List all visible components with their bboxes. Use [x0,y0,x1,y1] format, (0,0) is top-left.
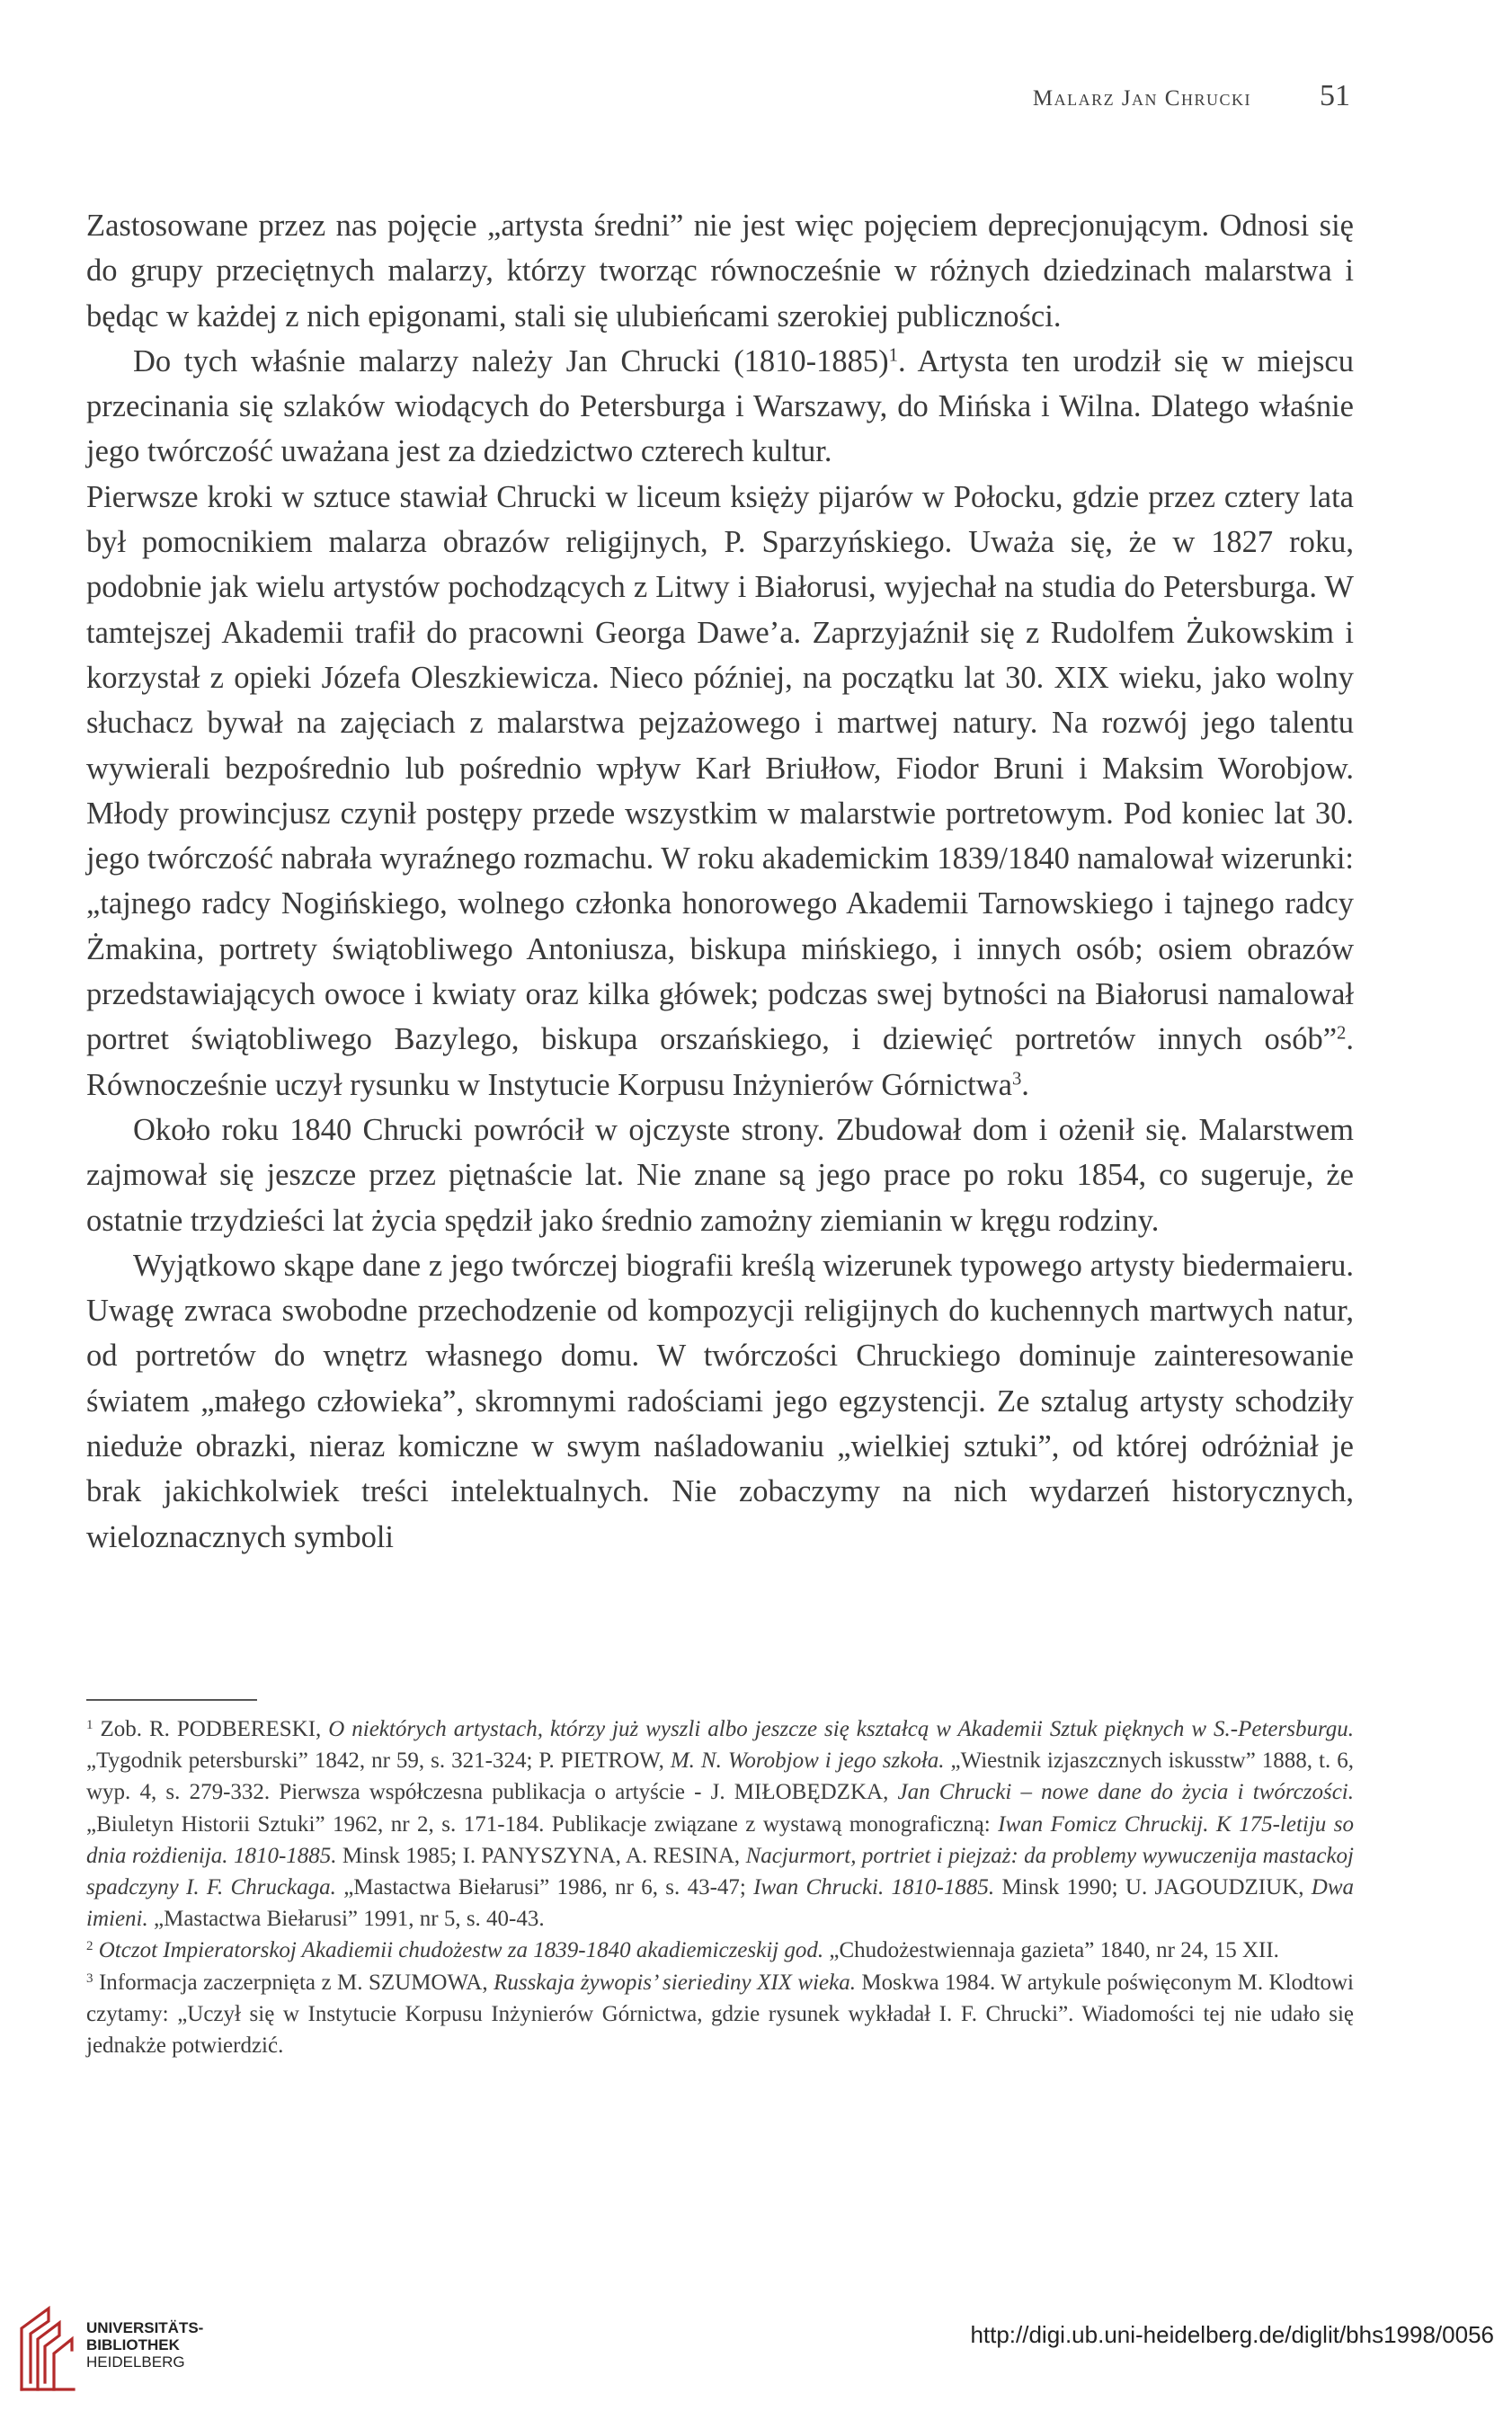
footnote-1-text: „Biuletyn Historii Sztuki” 1962, nr 2, s. 171-184. Publikacje związane z wystawą monograficzną: [86,1811,999,1837]
library-name-line-3: HEIDELBERG [86,2353,185,2371]
footnote-3-title: Russkaja żywopis’ sieriediny XIX wieka. [494,1970,856,1995]
footnote-1-title: Iwan Chrucki. 1810-1885. [753,1875,995,1900]
footnote-2 [86,1935,1354,1966]
library-logo-icon [16,2303,79,2393]
paragraph-2 [86,339,1354,475]
running-title: Malarz Jan Chrucki [1032,86,1251,111]
footnote-ref-1: 1 [888,345,899,366]
paragraph-2-text-b: . Artysta ten urodził się w miejscu przecinania się szlaków wiodących do Petersburga i Warszawy, do Mińska i Wilna. Dlatego właśnie jego twórczość uważana jest za dziedzictwo czterech kultur. [86,343,1354,469]
footnote-marker-2: 2 [86,1939,93,1954]
paragraph-5: Wyjątkowo skąpe dane z jego twórczej biografii kreślą wizerunek typowego artysty biedermaieru. Uwagę zwraca swobodne przechodzenie od kompozycji religijnych do kuchennych martwych natur, od portretów do wnętrz własnego domu. W twórczości Chruckiego dominuje zainteresowanie światem „małego człowieka”, skromnymi radościami jego egzystencji. Ze sztalug artysty schodziły nieduże obrazki, nieraz komiczne w swym naśladowaniu „wielkiej sztuki”, od której odróżniał je brak jakichkolwiek treści intelektualnych. Nie zobaczymy na nich wydarzeń historycznych, wieloznacznych symboli [86,1248,1354,1554]
main-text [86,203,1354,1560]
paragraph-4: Około roku 1840 Chrucki powrócił w ojczyste strony. Zbudował dom i ożenił się. Malarstwem zajmował się jeszcze przez piętnaście lat. Nie znane są jego prace po roku 1854, co sugeruje, że ostatnie trzydzieści lat życia spędził jako średnio zamożny ziemianin w kręgu rodziny. [86,1112,1354,1238]
footnote-1-title: Dwa imieni. [86,1875,1355,1932]
library-name-line-2: BIBLIOTHEK [86,2336,180,2353]
source-url-link[interactable]: http://digi.ub.uni-heidelberg.de/diglit/bhs1998/0056 [970,2321,1494,2348]
footnote-1-text: „Tygodnik petersburski” 1842, nr 59, s. 321-324; P. PIETROW, [86,1748,671,1774]
paragraph-3 [86,475,1354,1108]
footnote-1-title: M. N. Worobjow i jego szkoła. [670,1748,945,1774]
library-name [86,2319,203,2371]
footnote-2-title: Otczot Impieratorskoj Akadiemii chudożestw za 1839-1840 akadiemiczeskij god. [98,1938,824,1963]
footnote-3-text: Informacja zaczerpnięta z M. SZUMOWA, [93,1970,494,1995]
footnote-2-text: „Chudożestwiennaja gazieta” 1840, nr 24, 15 XII. [823,1938,1279,1963]
paragraph-3-text-c: . [1021,1067,1029,1102]
footnote-3-text: Moskwa 1984. W artykule poświęconym M. Klodtowi czytamy: „Uczył się w Instytucie Korpusu Inżynierów Górnictwa, gdzie rysunek wykładał I. F. Chrucki”. Wiadomości tej nie udało się jednakże potwierdzić. [86,1970,1354,2059]
footnote-marker-1: 1 [86,1717,93,1732]
footnote-1-title: Nacjurmort, portriet i piejzaż: da problemy wywuczenija mastackoj spadczyny I. F. Chruckaga. [86,1843,1354,1900]
footnote-1-text: Minsk 1990; U. JAGOUDZIUK, [994,1875,1312,1900]
paragraph-3-text-a: Pierwsze kroki w sztuce stawiał Chrucki w liceum księży pijarów w Połocku, gdzie przez cztery lata był pomocnikiem malarza obrazów religijnych, P. Sparzyńskiego. Uważa się, że w 1827 roku, podobnie jak wielu artystów pochodzących z Litwy i Białorusi, wyjechał na studia do Petersburga. W tamtejszej Akademii trafił do pracowni Georga Dawe’a. Zaprzyjaźnił się z Rudolfem Żukowskim i korzystał z opieki Józefa Oleszkiewicza. Nieco później, na początku lat 30. XIX wieku, jako wolny słuchacz bywał na zajęciach z malarstwa pejzażowego i martwej natury. Na rozwój jego talentu wywierali bezpośrednio lub pośrednio wpływ Karł Briułłow, Fiodor Bruni i Maksim Worobjow. Młody prowincjusz czynił postępy przede wszystkim w malarstwie portretowym. Pod koniec lat 30. jego twórczość nabrała wyraźnego rozmachu. W roku akademickim 1839/1840 namalował wizerunki: „tajnego radcy Nogińskiego, wolnego członka honorowego Akademii Tarnowskiego i tajnego radcy Żmakina, portrety świątobliwego Antoniusza, biskupa mińskiego, i innych osób; osiem obrazów przedstawiających owoce i kwiaty oraz kilka główek; podczas swej bytności na Białorusi namalował portret świątobliwego Bazylego, biskupa orszańskiego, i dziewięć portretów innych osób” [86,479,1354,1057]
digitization-footer [0,2301,1512,2411]
footnote-ref-2: 2 [1337,1023,1347,1044]
page-number: 51 [1320,79,1350,112]
footnote-1-title: Jan Chrucki – nowe dane do życia i twórczości. [897,1780,1354,1805]
footnote-1-title: Iwan Fomicz Chruckij. K 175-letiju so dnia rożdienija. 1810-1885. [86,1811,1354,1868]
footnote-1-text: „Mastactwa Biełarusi” 1986, nr 6, s. 43-47; [335,1875,754,1900]
footnote-1-text: „Wiestnik izjaszcznych iskusstw” 1888, t. 6, wyp. 4, s. 279-332. Pierwsza współczesna publikacja o artyście - J. MIŁOBĘDZKA, [86,1748,1354,1805]
footnote-3 [86,1967,1354,2062]
paragraph-2-text-a: Do tych właśnie malarzy należy Jan Chrucki (1810-1885) [133,343,889,378]
paragraph-3-text-b: . Równocześnie uczył rysunku w Instytucie Korpusu Inżynierów Górnictwa [86,1022,1354,1102]
page-header [0,79,1512,124]
footnote-marker-3: 3 [86,1971,93,1986]
footnote-1-text: Minsk 1985; I. PANYSZYNA, A. RESINA, [336,1843,746,1868]
footnote-separator [86,1699,257,1701]
paragraph-1: Zastosowane przez nas pojęcie „artysta średni” nie jest więc pojęciem deprecjonującym. Odnosi się do grupy przeciętnych malarzy, którzy tworząc równocześnie w różnych dziedzinach malarstwa i będąc w każdej z nich epigonami, stali się ulubieńcami szerokiej publiczności. [86,209,1354,334]
footnote-1-title: O niektórych artystach, którzy już wyszli albo jeszcze się kształcą w Akademii Sztuk pięknych w S.-Petersburgu. [328,1717,1354,1741]
footnote-1 [86,1713,1354,1935]
footnotes [86,1713,1354,2061]
library-name-line-1: UNIVERSITÄTS- [86,2319,204,2336]
footnote-1-text: Zob. R. PODBERESKI, [93,1717,329,1741]
footnote-ref-3: 3 [1011,1069,1022,1090]
footnote-1-text: „Mastactwa Biełarusi” 1991, nr 5, s. 40-43. [147,1907,545,1932]
